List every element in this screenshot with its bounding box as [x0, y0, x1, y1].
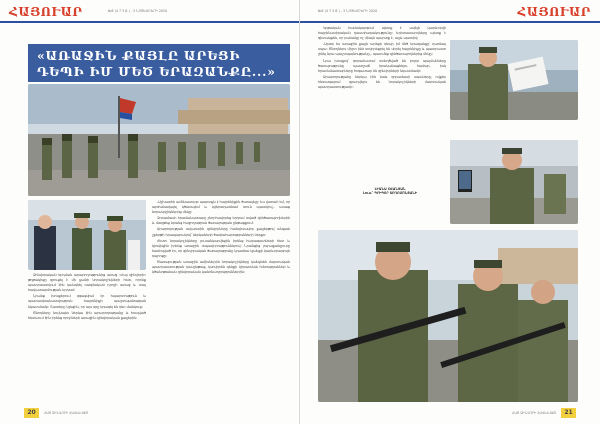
footer-text: ՀԱՅ ԶԻՆՎՈՐԻ ՀԱՎԵԼՎԱԾ	[44, 411, 88, 415]
author-name: ԼԻԱՆԱ ՕՀԱՆՅԱՆ	[374, 187, 406, 191]
header-rule	[300, 21, 600, 23]
soldier-saluting-photo	[450, 140, 578, 224]
article-headline: «ԱՌԱՋԻՆ ՔԱՅԼԸ ԱՐԵՑԻ ԴԵՊԻ ԻՄ ՄԵԾ ԵՐԱԶԱՆՔԸ...»	[28, 44, 290, 82]
magazine-logo: ՀԱՅՈՒԱՐ	[517, 5, 591, 19]
soldier-certificate-photo	[450, 40, 578, 120]
paragraph: Ծնողները նույնպես ներկա էին արարողությանը և հուզված հետևում էին իրենց որդիների առաջին զինվորական քայլերին։	[28, 310, 146, 320]
left-column-1	[28, 273, 146, 403]
photo-credit: Լուս.՝ ԳՐԻԳՈՐ ՍՈՂՈՄՈՆՅԱՆԻ	[363, 191, 417, 195]
left-footer	[0, 408, 300, 420]
paragraph: Նրա խոսքով՝ զորամասում ստեղծված են բոլոր պայմանները ծառայությունը պատշաճ իրականացնելու համար, իսկ հրամանատարները հոգատար են զինվորների նկատմամբ։	[318, 58, 446, 73]
paragraph: -Այսօր ես առաջին քայլն արեցի դեպի իմ մեծ երազանքը՝ դառնալ սպա։ Ծնողներս միշտ ինձ սովորեցրել են սիրել հայրենիքը և պատրաստ լինել նրա պաշտպանությանը,- պատմեց զինծառայողներից մեկը։	[318, 42, 446, 57]
paragraph: -Աշխարհի ամենասուրբ պարտքն է հայրենիքին ծառայելը։ Ես վստահ եմ, որ արժանավայել կծառայեմ և կվերադառնամ տուն պատվով,- ասաց նորակոչիկներից մեկը։	[152, 200, 290, 215]
right-column	[318, 26, 446, 182]
paragraph: Նրանց խոսքերում զգացվում էր հպարտություն և պատասխանատվություն հայրենիքի պաշտպանության նկատմամբ։ Շատերը նշեցին, որ այս օրը երազել են դեռ մանկուց։	[28, 294, 146, 309]
paragraph: Արարողության ավարտին զինվորները հանդիսավոր քայլերթով անցան շքերթի հրապարակով՝ ներկաների ծափահարությունների ներքո։	[152, 227, 290, 237]
right-page	[300, 0, 600, 424]
issue-line: №6 (4 7 3 6 ) - 3 ՆՈՅԵՄԲԵՐԻ 2020	[318, 9, 378, 13]
page-number: 21	[561, 408, 576, 418]
right-footer	[300, 408, 600, 420]
issue-line: №6 (4 7 3 6 ) - 3 ՆՈՅԵՄԲԵՐԻ 2020	[108, 9, 168, 13]
paragraph: Զինվորական երդման արարողությունից առաջ «Հայ զինվորի» թղթակիցը զրուցել է մի քանի նորակոչիկների հետ, որոնք պատրաստվում էին կանգնել ռազմական դրոշի առաջ և տալ հավատարմության երդում։	[28, 273, 146, 293]
paragraph: Զորամասի հրամանատարը շնորհավորեց երդում տված զինծառայողներին և մաղթեց նրանց հաջողություն ծառայության ընթացքում։	[152, 216, 290, 226]
soldiers-rifles-photo	[318, 230, 578, 402]
header-rule	[0, 21, 300, 23]
left-column-2	[152, 200, 290, 404]
page-number: 20	[24, 408, 39, 418]
author-signature	[340, 187, 440, 195]
paragraph: Ծառայության առաջին ամիսներին նորակոչիկները կանցնեն մարտական պատրաստության դասընթաց, կսովորեն զենքի կիրառման հմտություններ և կծանոթանան զինվորական կանոնադրություններին։	[152, 260, 290, 275]
meeting-photo	[28, 200, 146, 270]
paragraph: Հետո նորակոչիկները լուսանկարվեցին իրենց հարազատների հետ և կիսվեցին իրենց առաջին տպավորություններով։ Նրանցից յուրաքանչյուրը համոզված էր, որ զինվորական ծառայությունը կդառնա կյանքի կարևորագույն դպրոցը։	[152, 238, 290, 258]
magazine-logo: ՀԱՅՈՒԱՐ	[9, 5, 83, 19]
paragraph: Արարողությանը ներկա էին նաև զորամասի սպաները, ովքեր հետագայում զբաղվելու են նորակոչիկների մարտական պատրաստությամբ։	[318, 74, 446, 90]
parade-photo	[28, 84, 290, 196]
footer-text: ՀԱՅ ԶԻՆՎՈՐԻ ՀԱՎԵԼՎԱԾ	[512, 411, 556, 415]
paragraph: Կրթական համակարգում պետք է ավելի կարևորվի հայրենասիրական դաստիարակությունը։ Երիտասարդները պետք է գիտակցեն, որ բանակը ոչ միայն պարտք է, այլև պատիվ։	[318, 26, 446, 41]
